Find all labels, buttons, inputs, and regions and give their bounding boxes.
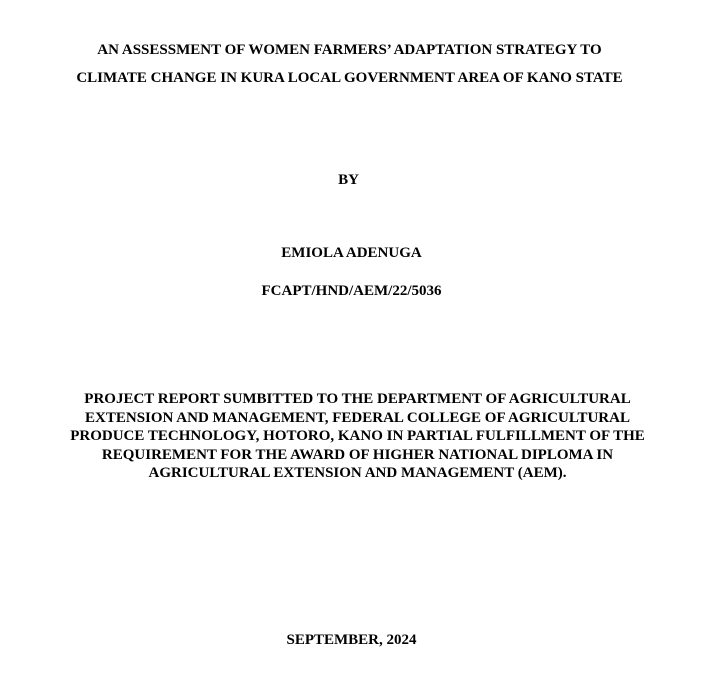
report-line-1: PROJECT REPORT SUMBITTED TO THE DEPARTMENT OF AGRICULTURAL [84, 391, 631, 407]
registration-number: FCAPT/HND/AEM/22/5036 [261, 283, 442, 299]
report-line-2: EXTENSION AND MANAGEMENT, FEDERAL COLLEGE OF AGRICULTURAL [85, 409, 630, 426]
author-name: EMIOLA ADENUGA [281, 245, 422, 261]
report-line-3: PRODUCE TECHNOLOGY, HOTORO, KANO IN PARTIAL FULFILLMENT OF THE [70, 428, 645, 444]
report-line-4: REQUIREMENT FOR THE AWARD OF HIGHER NATIONAL DIPLOMA IN [101, 446, 614, 463]
title-line-2: CLIMATE CHANGE IN KURA LOCAL GOVERNMENT AREA OF KANO STATE [76, 70, 623, 86]
title-line-1: AN ASSESSMENT OF WOMEN FARMERS’ ADAPTATION STRATEGY TO [97, 42, 602, 58]
report-line-5: AGRICULTURAL EXTENSION AND MANAGEMENT (AEM). [148, 465, 567, 481]
submission-date: SEPTEMBER, 2024 [286, 632, 417, 648]
report-statement [0, 390, 715, 483]
by-label: BY [338, 172, 359, 188]
